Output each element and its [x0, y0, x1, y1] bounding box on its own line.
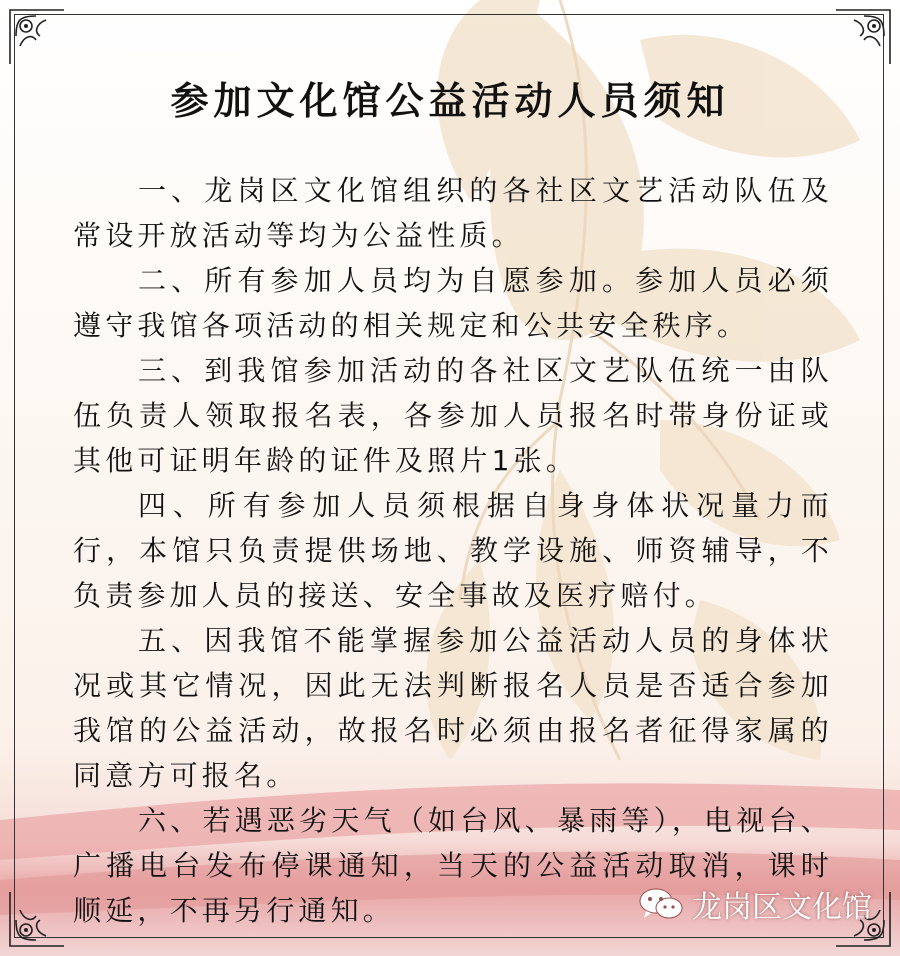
notice-item-6: 六、若遇恶劣天气（如台风、暴雨等），电视台、广播电台发布停课通知，当天的公益活动取消，课时顺延，不再另行通知。 [73, 804, 833, 927]
wechat-icon [638, 887, 684, 921]
notice-item-2: 二、所有参加人员均为自愿参加。参加人员必须遵守我馆各项活动的相关规定和公共安全秩序。 [73, 264, 833, 342]
notice-item-5: 五、因我馆不能掌握参加公益活动人员的身体状况或其它情况，因此无法判断报名人员是否适合参加我馆的公益活动，故报名时必须由报名者征得家属的同意方可报名。 [73, 624, 833, 792]
watermark-text: 龙岗区文化馆 [692, 890, 872, 925]
notice-item-3: 三、到我馆参加活动的各社区文艺队伍统一由队伍负责人领取报名表，各参加人员报名时带身份证或其他可证明年龄的证件及照片1张。 [73, 354, 833, 477]
corner-ornament-icon [6, 6, 68, 68]
notice-title: 参加文化馆公益活动人员须知 [170, 79, 730, 123]
wechat-watermark [638, 882, 872, 926]
corner-ornament-icon [6, 888, 68, 950]
notice-item-1: 一、龙岗区文化馆组织的各社区文艺活动队伍及常设开放活动等均为公益性质。 [73, 174, 833, 252]
notice-item-4: 四、所有参加人员须根据自身身体状况量力而行，本馆只负责提供场地、教学设施、师资辅导，不负责参加人员的接送、安全事故及医疗赔付。 [73, 489, 833, 612]
notice-body [73, 168, 833, 933]
corner-ornament-icon [832, 6, 894, 68]
